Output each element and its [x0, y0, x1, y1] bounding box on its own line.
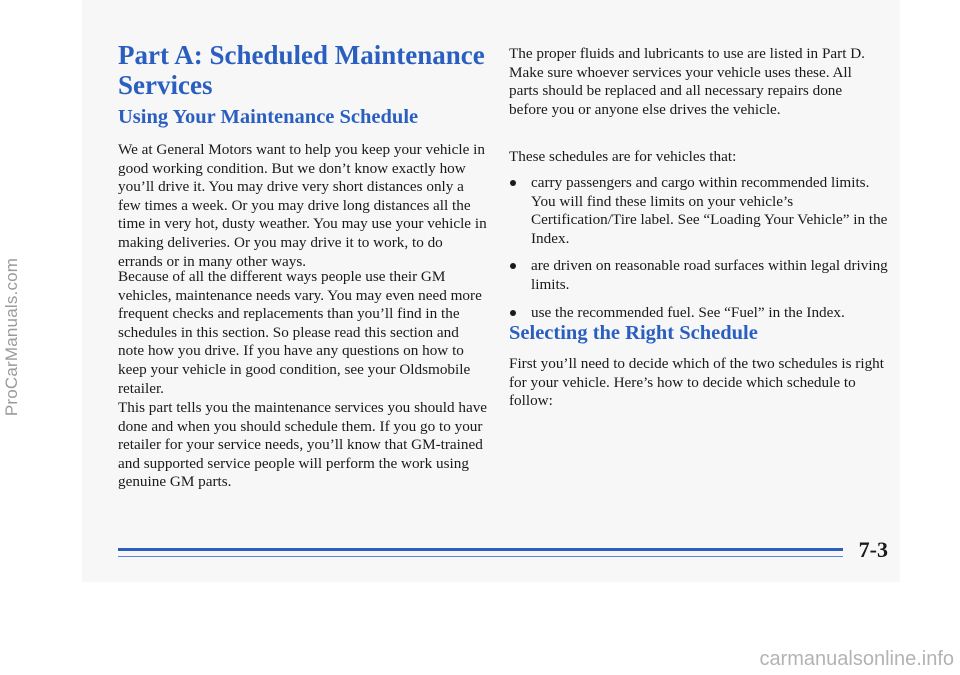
page-title: Part A: Scheduled Maintenance Services: [118, 40, 485, 100]
paragraph-decide-schedule: First you’ll need to decide which of the two schedules is right for your vehicle. Here’s how to decide which schedule to follow:: [509, 355, 884, 410]
paragraph-maintenance-needs: Because of all the different ways people use their GM vehicles, maintenance needs vary. You may even need more frequent checks and replacements than you’ll find in the schedules in this section. So please read this section and note how you drive. If you have any questions on how to keep your vehicle in good condition, see your Oldsmobile retailer.: [118, 268, 482, 397]
section-heading-selecting-schedule: Selecting the Right Schedule: [509, 322, 758, 344]
bottom-watermark: carmanualsonline.info: [759, 648, 954, 670]
paragraph-services: This part tells you the maintenance services you should have done and when you should schedule them. If you go to your retailer for your service needs, you’ll know that GM-trained and supported service people will perform the work using genuine GM parts.: [118, 399, 488, 491]
footer-rule-thick: [118, 548, 843, 551]
list-item: [509, 257, 889, 294]
bullet-icon: [510, 310, 516, 316]
list-item: [509, 174, 889, 248]
section-heading-using-schedule: Using Your Maintenance Schedule: [118, 106, 419, 128]
page-number: 7-3: [858, 537, 888, 562]
list-item-text: use the recommended fuel. See “Fuel” in the Index.: [531, 303, 845, 321]
side-watermark: ProCarManuals.com: [2, 257, 21, 417]
paragraph-schedules-for: These schedules are for vehicles that:: [509, 148, 737, 165]
paragraph-fluids: The proper fluids and lubricants to use are listed in Part D. Make sure whoever services your vehicle uses these. All parts should be replaced and all necessary repairs done before you or anyone else drives the vehicle.: [509, 45, 865, 118]
bullet-icon: [510, 263, 516, 269]
list-item: [509, 304, 889, 323]
list-item-text: are driven on reasonable road surfaces within legal driving limits.: [531, 257, 888, 293]
footer-rule-thin: [118, 556, 843, 557]
list-item-text: carry passengers and cargo within recommended limits. You will find these limits on your vehicle’s Certification/Tire label. See “Loading Your Vehicle” in the Index.: [531, 174, 888, 247]
vehicle-conditions-list: [509, 174, 889, 331]
paragraph-intro: We at General Motors want to help you keep your vehicle in good working condition. But we don’t know exactly how you’ll drive it. You may drive very short distances only a few times a week. Or you may drive long distances all the time in very hot, dusty weather. You may use your vehicle in making deliveries. Or you may drive it to work, to do errands or in many other ways.: [118, 141, 487, 270]
bullet-icon: [510, 180, 516, 186]
